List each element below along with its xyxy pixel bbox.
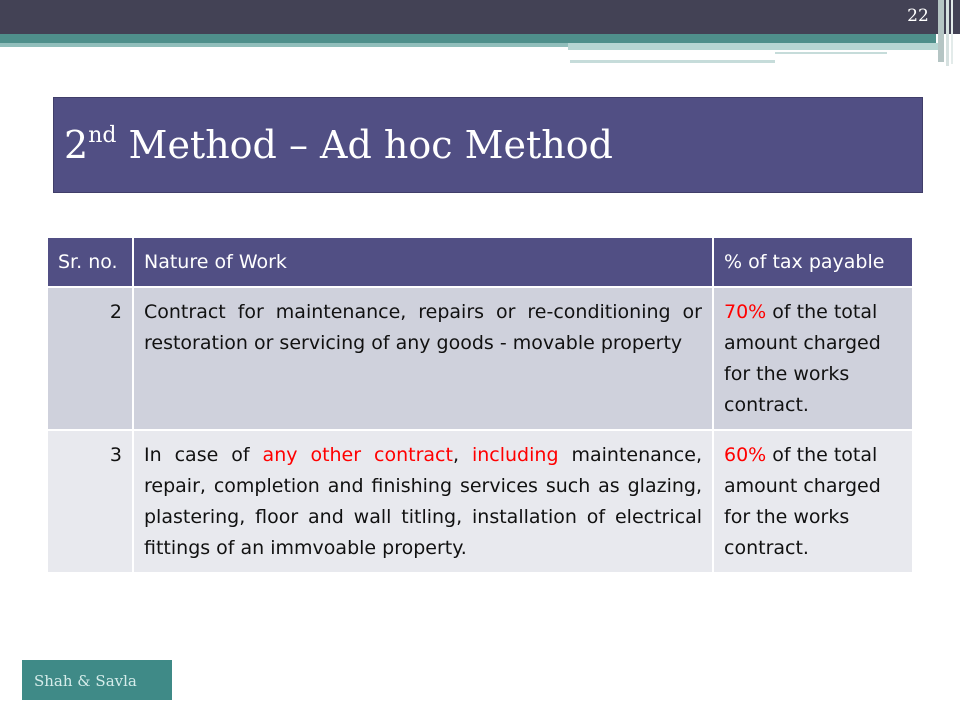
- percent-text: of the total amount charged for the works contract.: [724, 301, 881, 416]
- header-accent-stripe-pale: [568, 43, 938, 50]
- title-ordinal-suffix: nd: [88, 123, 117, 149]
- row-percent-tax: [713, 287, 913, 430]
- nature-text: In case of: [144, 444, 263, 466]
- title-ordinal: 2: [64, 123, 89, 167]
- row-nature-of-work: [133, 430, 713, 573]
- header-sr-no: Sr. no.: [47, 237, 133, 287]
- header-bar: [0, 0, 960, 34]
- table-row: [47, 287, 913, 430]
- nature-text: maintenance, repair, completion and finishing services such as glazing, plastering, floor and wall titling, installation of electrical fittings of an immvoable property.: [144, 444, 702, 559]
- header-vertical-bar: [946, 0, 949, 66]
- percent-highlight: 70%: [724, 301, 767, 323]
- row-sr-no: 2: [47, 287, 133, 430]
- slide-title: [64, 123, 613, 167]
- nature-highlight: including: [471, 444, 559, 466]
- slide-number: 22: [907, 6, 929, 26]
- header-vertical-bar: [951, 0, 953, 64]
- nature-highlight: any other contract: [262, 444, 453, 466]
- header-accent-stripe: [0, 34, 936, 43]
- percent-highlight: 60%: [724, 444, 767, 466]
- header-percent-tax: % of tax payable: [713, 237, 913, 287]
- header-nature-of-work: Nature of Work: [133, 237, 713, 287]
- title-text: Method – Ad hoc Method: [116, 123, 613, 167]
- table-row: [47, 430, 913, 573]
- title-box: [53, 97, 923, 193]
- row-percent-tax: [713, 430, 913, 573]
- header-accent-stripe-light: [0, 43, 568, 47]
- row-nature-of-work: Contract for maintenance, repairs or re-conditioning or restoration or servicing of any goods - movable property: [133, 287, 713, 430]
- table-header-row: [47, 237, 913, 287]
- header-accent-line: [775, 52, 887, 54]
- nature-text: ,: [452, 444, 472, 466]
- percent-text: of the total amount charged for the works contract.: [724, 444, 881, 559]
- watermark-logo: Shah & Savla: [22, 660, 172, 700]
- tax-rate-table: [46, 236, 914, 574]
- row-sr-no: 3: [47, 430, 133, 573]
- header-vertical-bar: [938, 0, 944, 62]
- header-accent-line: [570, 60, 775, 63]
